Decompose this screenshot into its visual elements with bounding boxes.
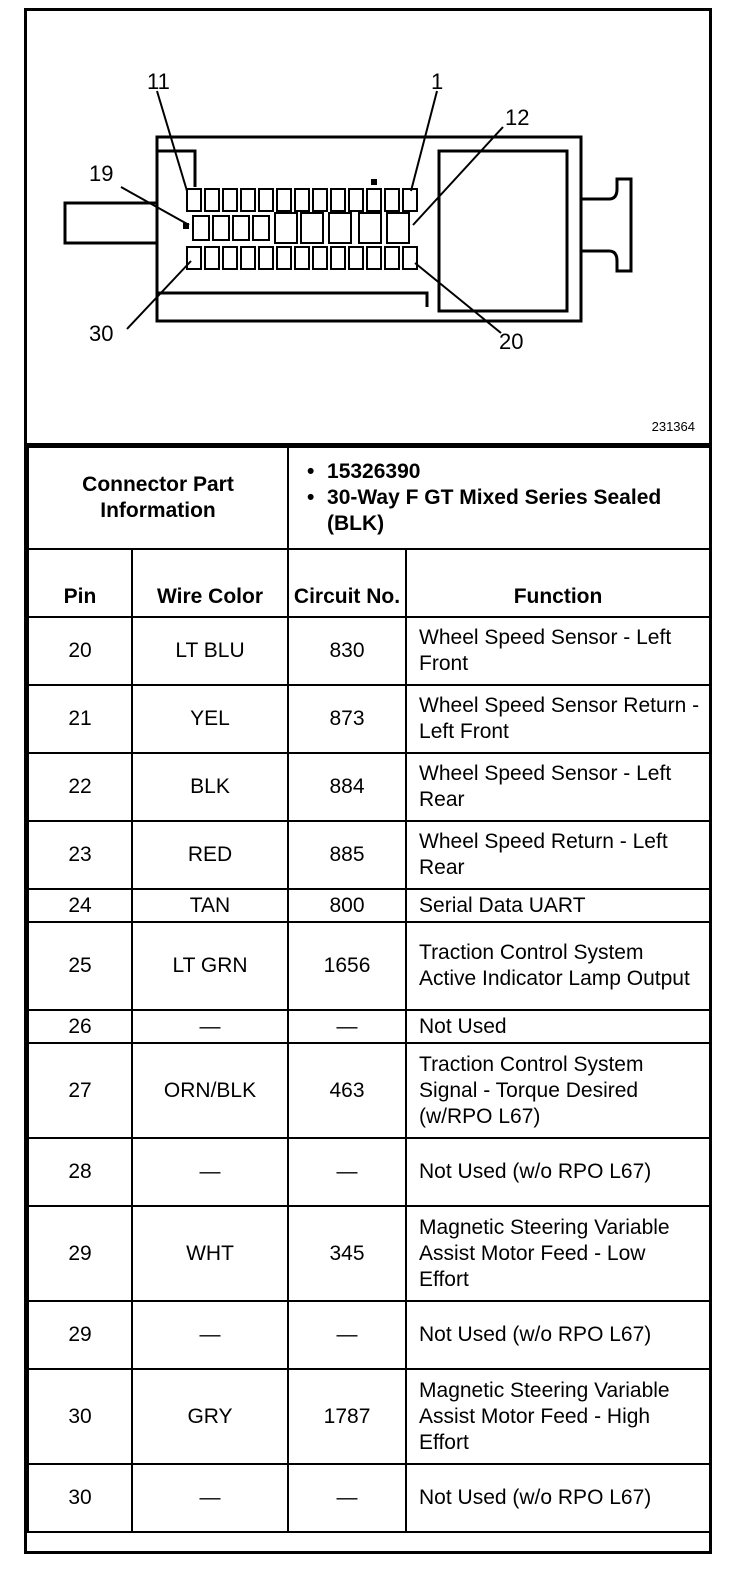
cell-function: Wheel Speed Sensor - Left Rear [406, 753, 710, 821]
cell-circuit: 345 [288, 1206, 406, 1301]
table-body [28, 617, 710, 1532]
cell-circuit: — [288, 1010, 406, 1043]
cell-circuit: 830 [288, 617, 406, 685]
figure-id: 231364 [651, 419, 695, 434]
pin-label-11: 11 [147, 69, 170, 94]
cell-wire-color: ORN/BLK [132, 1043, 288, 1138]
cell-wire-color: YEL [132, 685, 288, 753]
cell-function: Wheel Speed Return - Left Rear [406, 821, 710, 889]
connector-description: • 30-Way F GT Mixed Series Sealed (BLK) [307, 485, 709, 537]
cell-function: Not Used (w/o RPO L67) [406, 1301, 710, 1369]
cell-pin: 27 [28, 1043, 132, 1138]
cell-circuit: 873 [288, 685, 406, 753]
cell-wire-color: — [132, 1138, 288, 1206]
table-header-row [28, 549, 710, 617]
cell-pin: 23 [28, 821, 132, 889]
cell-circuit: 800 [288, 889, 406, 922]
table-row [28, 1043, 710, 1138]
cell-pin: 29 [28, 1206, 132, 1301]
header-function: Function [406, 549, 710, 617]
cell-function: Not Used (w/o RPO L67) [406, 1138, 710, 1206]
cell-wire-color: BLK [132, 753, 288, 821]
cell-wire-color: GRY [132, 1369, 288, 1464]
cell-wire-color: LT GRN [132, 922, 288, 1010]
cell-pin: 28 [28, 1138, 132, 1206]
cell-circuit: 1787 [288, 1369, 406, 1464]
header-pin: Pin [28, 549, 132, 617]
cell-circuit: — [288, 1464, 406, 1532]
left-latch-tab [65, 203, 157, 243]
cell-function: Serial Data UART [406, 889, 710, 922]
table-row [28, 617, 710, 685]
pinout-table [27, 446, 711, 1533]
connector-part-number: • 15326390 [307, 459, 709, 485]
cell-pin: 29 [28, 1301, 132, 1369]
cell-wire-color: WHT [132, 1206, 288, 1301]
cell-function: Not Used (w/o RPO L67) [406, 1464, 710, 1532]
cell-function: Not Used [406, 1010, 710, 1043]
cell-circuit: 884 [288, 753, 406, 821]
cell-pin: 30 [28, 1369, 132, 1464]
cell-pin: 25 [28, 922, 132, 1010]
cell-circuit: 463 [288, 1043, 406, 1138]
cell-pin: 20 [28, 617, 132, 685]
cell-circuit: 1656 [288, 922, 406, 1010]
connector-info-title: Connector Part Information [28, 447, 288, 549]
cell-circuit: 885 [288, 821, 406, 889]
cavities-row-top [187, 189, 417, 211]
table-row [28, 889, 710, 922]
cell-function: Magnetic Steering Variable Assist Motor Feed - High Effort [406, 1369, 710, 1464]
cell-function: Wheel Speed Sensor Return - Left Front [406, 685, 710, 753]
cell-pin: 30 [28, 1464, 132, 1532]
cell-wire-color: LT BLU [132, 617, 288, 685]
cell-wire-color: — [132, 1464, 288, 1532]
table-row [28, 753, 710, 821]
cell-circuit: — [288, 1301, 406, 1369]
cell-function: Wheel Speed Sensor - Left Front [406, 617, 710, 685]
connector-drawing [27, 11, 709, 443]
table-row [28, 1138, 710, 1206]
cell-pin: 22 [28, 753, 132, 821]
table-row [28, 1206, 710, 1301]
table-row [28, 1464, 710, 1532]
cell-wire-color: — [132, 1010, 288, 1043]
locator-dot-top [371, 179, 377, 185]
table-row [28, 1010, 710, 1043]
pin-label-19: 19 [89, 161, 114, 186]
header-wire-color: Wire Color [132, 549, 288, 617]
cell-circuit: — [288, 1138, 406, 1206]
header-circuit: Circuit No. [288, 549, 406, 617]
connector-diagram [27, 11, 709, 446]
table-row [28, 1301, 710, 1369]
pin-label-12: 12 [505, 105, 530, 130]
connector-info-row [28, 447, 710, 549]
cavities-row-middle [193, 213, 409, 243]
cell-pin: 21 [28, 685, 132, 753]
cell-function: Traction Control System Active Indicator Lamp Output [406, 922, 710, 1010]
cell-wire-color: RED [132, 821, 288, 889]
pin-label-1: 1 [431, 69, 444, 94]
cell-wire-color: TAN [132, 889, 288, 922]
cell-wire-color: — [132, 1301, 288, 1369]
cavities-row-bottom [187, 247, 417, 269]
connector-sheet [24, 8, 712, 1554]
pin-label-30: 30 [89, 321, 114, 346]
cell-pin: 26 [28, 1010, 132, 1043]
right-flange [581, 179, 631, 271]
cell-function: Magnetic Steering Variable Assist Motor Feed - Low Effort [406, 1206, 710, 1301]
cell-function: Traction Control System Signal - Torque Desired (w/RPO L67) [406, 1043, 710, 1138]
table-row [28, 922, 710, 1010]
cell-pin: 24 [28, 889, 132, 922]
connector-info-list [288, 447, 710, 549]
table-row [28, 685, 710, 753]
pin-label-20: 20 [499, 329, 524, 354]
table-row [28, 821, 710, 889]
table-row [28, 1369, 710, 1464]
